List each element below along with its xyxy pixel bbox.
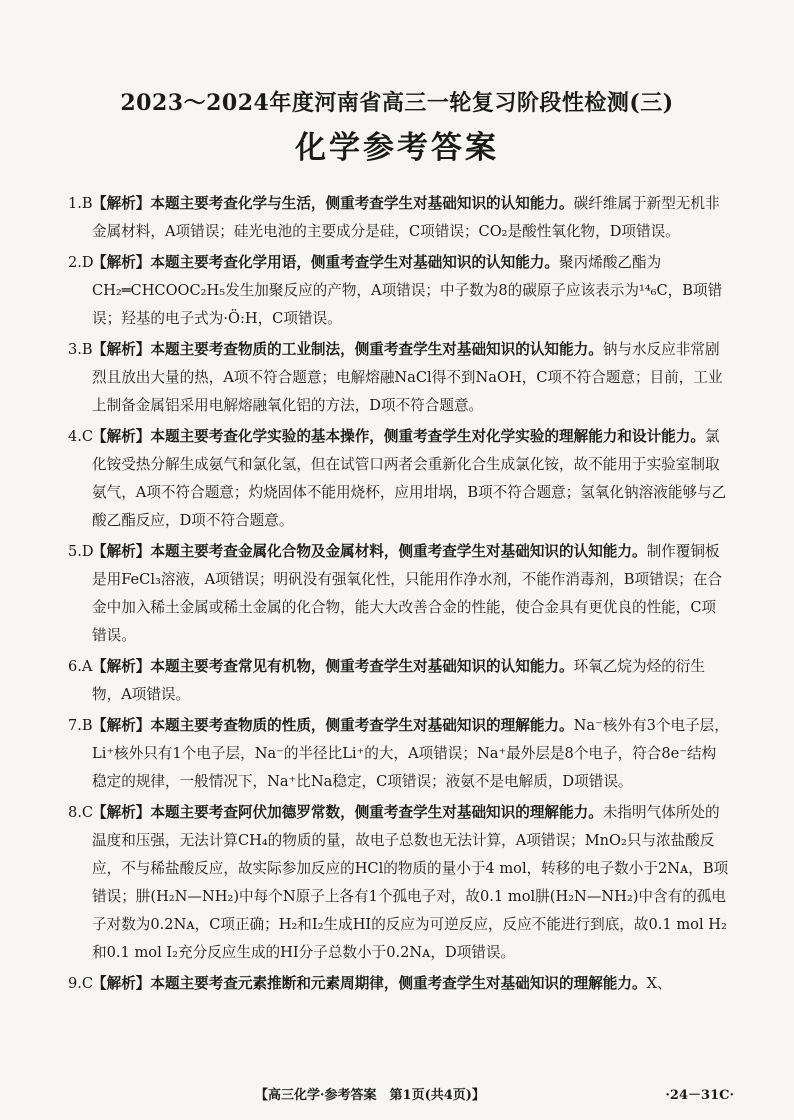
analysis-lead: 本题主要考查物质的性质，侧重考查学生对基础知识的理解能力。 [150,717,574,734]
answer-item-8 [70,799,730,967]
answer-item-2 [70,249,730,333]
analysis-tag: 【解析】 [92,658,151,675]
analysis-lead: 本题主要考查化学实验的基本操作，侧重考查学生对化学实验的理解能力和设计能力。 [150,428,705,445]
answer-number: 3.B [68,341,93,358]
analysis-tag: 【解析】 [92,975,151,992]
footer-page-info: 【高三化学·参考答案 第1页(共4页)】 [255,1088,485,1103]
answer-number: 5.D [68,543,94,560]
analysis-lead: 本题主要考查元素推断和元素周期律，侧重考查学生对基础知识的理解能力。 [150,975,647,992]
answer-number: 7.B [68,717,93,734]
analysis-tag: 【解析】 [92,717,151,734]
analysis-body: X、 [646,975,672,992]
answer-item-4 [70,423,730,535]
analysis-tag: 【解析】 [92,254,151,271]
answer-number: 1.B [68,195,93,212]
answer-list [70,190,730,1001]
answer-number: 2.D [68,254,94,271]
analysis-lead: 本题主要考查物质的工业制法，侧重考查学生对基础知识的认知能力。 [150,341,603,358]
exam-title: 2023～2024年度河南省高三一轮复习阶段性检测(三) [120,90,674,116]
footer-code: ·24－31C· [665,1088,734,1103]
analysis-tag: 【解析】 [92,195,151,212]
analysis-body: 钠与水反应非常剧烈且放出大量的热，A项不符合题意；电解熔融NaCl得不到NaOH，C项不符合题意；目前，工业上制备金属铝采用电解熔融氧化铝的方法，D项不符合题意。 [92,341,723,414]
answer-item-1 [70,190,730,246]
page-footer [0,1084,794,1104]
analysis-lead: 本题主要考查金属化合物及金属材料，侧重考查学生对基础知识的认知能力。 [150,543,647,560]
analysis-tag: 【解析】 [92,543,151,560]
answer-item-6 [70,653,730,709]
analysis-body: 聚丙烯酸乙酯为CH₂═CHCOOC₂H₅发生加聚反应的产物，A项错误；中子数为8的碳原子应该表示为¹⁴₆C，B项错误；羟基的电子式为·Ö:H，C项错误。 [92,254,723,327]
analysis-tag: 【解析】 [92,341,151,358]
answer-number: 4.C [68,428,94,445]
analysis-body: 碳纤维属于新型无机非金属材料，A项错误；硅光电池的主要成分是硅，C项错误；CO₂是酸性氧化物，D项错误。 [92,195,720,240]
analysis-lead: 本题主要考查常见有机物，侧重考查学生对基础知识的认知能力。 [150,658,574,675]
analysis-body: Na⁻核外有3个电子层，Li⁺核外只有1个电子层，Na⁻的半径比Li⁺的大，A项错误；Na⁺最外层是8个电子，符合8e⁻结构稳定的规律，一般情况下，Na⁺比Na稳定，C项错误；液氨不是电解质，D项错误。 [92,717,729,790]
analysis-tag: 【解析】 [92,428,151,445]
analysis-body: 未指明气体所处的温度和压强，无法计算CH₄的物质的量，故电子总数也无法计算，A项错误；MnO₂只与浓盐酸反应，不与稀盐酸反应，故实际参加反应的HCl的物质的量小于4 mol，转移的电子数小于2Nᴀ，B项错误；肼(H₂N—NH₂)中每个N原子上各有1个孤电子对，故0.1 mol肼(H₂N—NH₂)中含有的孤电子对数为0.2Nᴀ，C项正确；H₂和I₂生成HI的反应为可逆反应，反应不能进行到底，故0.1 mol H₂和0.1 mol I₂充分反应生成的HI分子总数小于0.2Nᴀ，D项错误。 [92,804,729,961]
analysis-body: 环氧乙烷为烃的衍生物，A项错误。 [92,658,705,703]
answer-number: 6.A [68,658,93,675]
analysis-lead: 本题主要考查阿伏加德罗常数，侧重考查学生对基础知识的理解能力。 [150,804,603,821]
analysis-lead: 本题主要考查化学用语，侧重考查学生对基础知识的认知能力。 [150,254,560,271]
analysis-body: 制作覆铜板是用FeCl₃溶液，A项错误；明矾没有强氧化性，只能用作净水剂，不能作消毒剂，B项错误；在合金中加入稀土金属或稀土金属的化合物，能大大改善合金的性能，使合金具有更优良的性能，C项错误。 [92,543,723,644]
answer-number: 8.C [68,804,94,821]
analysis-body: 氯化铵受热分解生成氨气和氯化氢，但在试管口两者会重新化合生成氯化铵，故不能用于实验室制取氨气，A项不符合题意；灼烧固体不能用烧杯，应用坩埚，B项不符合题意；氢氧化钠溶液能够与乙酸乙酯反应，D项不符合题意。 [92,428,727,529]
analysis-lead: 本题主要考查化学与生活，侧重考查学生对基础知识的认知能力。 [150,195,574,212]
answer-number: 9.C [68,975,94,992]
answer-item-3 [70,336,730,420]
answer-item-9 [70,970,730,998]
answer-item-7 [70,712,730,796]
page-title: 化学参考答案 [295,130,499,166]
answer-item-5 [70,538,730,650]
analysis-tag: 【解析】 [92,804,151,821]
